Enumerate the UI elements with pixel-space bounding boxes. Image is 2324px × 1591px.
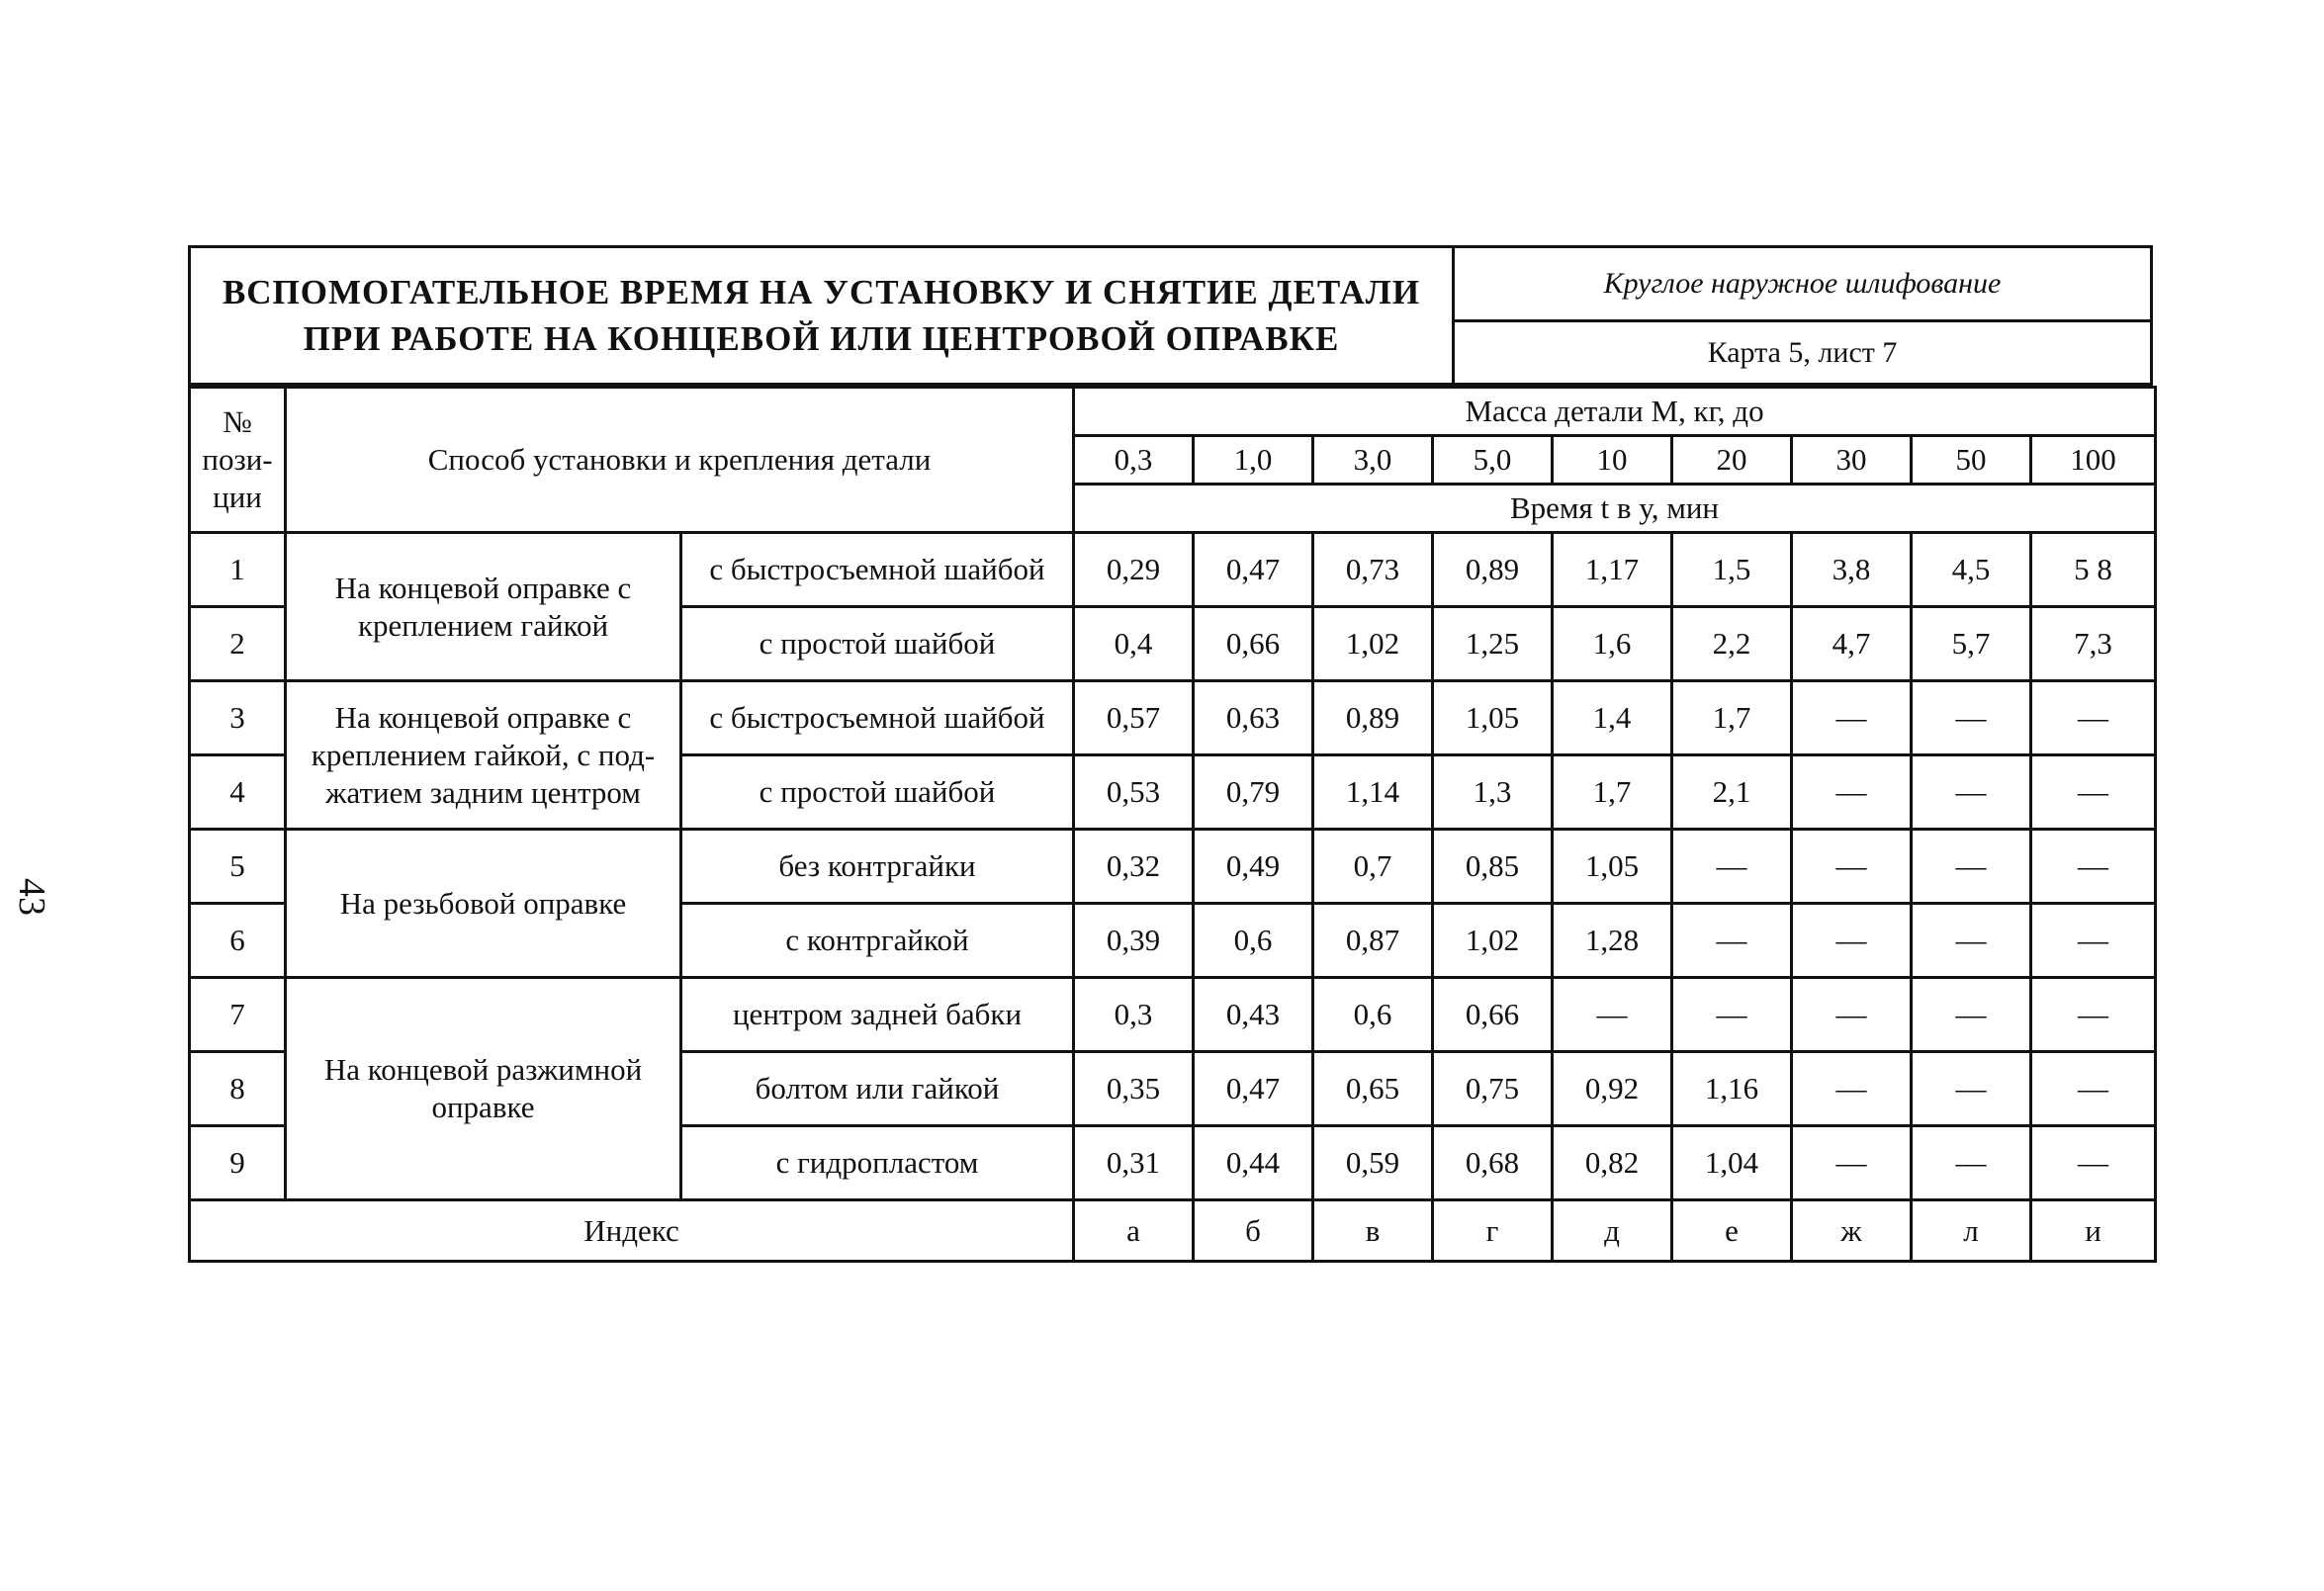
- time-cell: —: [1792, 681, 1912, 755]
- method-variant: центром задней бабки: [681, 978, 1074, 1052]
- method-variant: с быстросъемной шайбой: [681, 533, 1074, 607]
- time-cell: 0,85: [1433, 830, 1553, 904]
- time-cell: 5,7: [1912, 607, 2031, 681]
- time-cell: 0,4: [1074, 607, 1194, 681]
- index-cell: б: [1194, 1200, 1313, 1262]
- time-cell: 0,63: [1194, 681, 1313, 755]
- method-group: На концевой оправке с креплением гайкой: [286, 533, 681, 681]
- time-cell: 0,3: [1074, 978, 1194, 1052]
- method-variant: с быстросъемной шайбой: [681, 681, 1074, 755]
- title-line-1: ВСПОМОГАТЕЛЬНОЕ ВРЕМЯ НА УСТАНОВКУ И СНЯТИЕ ДЕТАЛИ: [222, 273, 1421, 311]
- time-cell: —: [1553, 978, 1672, 1052]
- time-cell: —: [1912, 904, 2031, 978]
- time-cell: 1,25: [1433, 607, 1553, 681]
- row-number: 8: [190, 1052, 286, 1126]
- time-cell: —: [1912, 830, 2031, 904]
- index-cell: а: [1074, 1200, 1194, 1262]
- index-cell: е: [1672, 1200, 1792, 1262]
- time-cell: 4,5: [1912, 533, 2031, 607]
- page-number: 43: [11, 878, 52, 916]
- time-cell: —: [2031, 904, 2156, 978]
- time-cell: 0,68: [1433, 1126, 1553, 1200]
- row-number: 2: [190, 607, 286, 681]
- time-cell: 0,31: [1074, 1126, 1194, 1200]
- table-row: [190, 830, 2156, 904]
- time-cell: 2,1: [1672, 755, 1792, 830]
- time-cell: 0,89: [1313, 681, 1433, 755]
- method-variant: с гидропластом: [681, 1126, 1074, 1200]
- col-position-header: № пози-ции: [190, 388, 286, 533]
- time-cell: 0,6: [1194, 904, 1313, 978]
- time-cell: —: [1912, 681, 2031, 755]
- time-cell: —: [1912, 1052, 2031, 1126]
- time-cell: —: [1792, 978, 1912, 1052]
- time-cell: 0,7: [1313, 830, 1433, 904]
- mass-value: 100: [2031, 436, 2156, 485]
- time-cell: 0,66: [1433, 978, 1553, 1052]
- row-number: 6: [190, 904, 286, 978]
- mass-value: 5,0: [1433, 436, 1553, 485]
- time-cell: 0,35: [1074, 1052, 1194, 1126]
- time-cell: 0,65: [1313, 1052, 1433, 1126]
- time-cell: —: [2031, 1052, 2156, 1126]
- mass-value: 10: [1553, 436, 1672, 485]
- time-cell: —: [2031, 681, 2156, 755]
- time-cell: —: [1792, 830, 1912, 904]
- time-cell: 0,39: [1074, 904, 1194, 978]
- time-cell: 1,02: [1433, 904, 1553, 978]
- time-cell: 0,59: [1313, 1126, 1433, 1200]
- time-cell: —: [1672, 978, 1792, 1052]
- mass-value: 3,0: [1313, 436, 1433, 485]
- time-cell: 1,28: [1553, 904, 1672, 978]
- time-cell: 1,5: [1672, 533, 1792, 607]
- index-cell: г: [1433, 1200, 1553, 1262]
- time-cell: 0,43: [1194, 978, 1313, 1052]
- row-number: 4: [190, 755, 286, 830]
- time-cell: 1,04: [1672, 1126, 1792, 1200]
- time-cell: 2,2: [1672, 607, 1792, 681]
- mass-header: Масса детали М, кг, до: [1074, 388, 2156, 436]
- table-row: [190, 681, 2156, 755]
- time-cell: 0,47: [1194, 533, 1313, 607]
- time-cell: 7,3: [2031, 607, 2156, 681]
- mass-value: 1,0: [1194, 436, 1313, 485]
- subject-label: Круглое наружное шлифование: [1455, 248, 2150, 322]
- row-number: 3: [190, 681, 286, 755]
- time-cell: 0,47: [1194, 1052, 1313, 1126]
- time-cell: 0,73: [1313, 533, 1433, 607]
- time-cell: 0,44: [1194, 1126, 1313, 1200]
- time-table: [188, 386, 2157, 1263]
- time-cell: 0,89: [1433, 533, 1553, 607]
- document-title: [191, 248, 1455, 383]
- index-cell: л: [1912, 1200, 2031, 1262]
- time-cell: 0,66: [1194, 607, 1313, 681]
- time-cell: —: [2031, 830, 2156, 904]
- method-variant: с простой шайбой: [681, 755, 1074, 830]
- time-cell: —: [1792, 1126, 1912, 1200]
- row-number: 5: [190, 830, 286, 904]
- time-cell: 0,49: [1194, 830, 1313, 904]
- method-variant: с контргайкой: [681, 904, 1074, 978]
- row-number: 1: [190, 533, 286, 607]
- method-group: На концевой оправке с креплением гайкой, с под-жатием задним центром: [286, 681, 681, 830]
- table-row: [190, 978, 2156, 1052]
- time-cell: 0,92: [1553, 1052, 1672, 1126]
- index-cell: и: [2031, 1200, 2156, 1262]
- index-cell: в: [1313, 1200, 1433, 1262]
- time-cell: 1,16: [1672, 1052, 1792, 1126]
- card-sheet-label: Карта 5, лист 7: [1707, 335, 1898, 369]
- title-line-2: ПРИ РАБОТЕ НА КОНЦЕВОЙ ИЛИ ЦЕНТРОВОЙ ОПРАВКЕ: [303, 319, 1340, 358]
- time-cell: —: [1912, 1126, 2031, 1200]
- time-cell: —: [1912, 755, 2031, 830]
- time-cell: 1,14: [1313, 755, 1433, 830]
- time-cell: 0,29: [1074, 533, 1194, 607]
- row-number: 9: [190, 1126, 286, 1200]
- document-header: [188, 245, 2153, 386]
- time-cell: 0,6: [1313, 978, 1433, 1052]
- index-label: Индекс: [190, 1200, 1074, 1262]
- method-group: На резьбовой оправке: [286, 830, 681, 978]
- row-number: 7: [190, 978, 286, 1052]
- index-cell: ж: [1792, 1200, 1912, 1262]
- time-cell: 0,87: [1313, 904, 1433, 978]
- mass-value: 50: [1912, 436, 2031, 485]
- time-cell: —: [1792, 904, 1912, 978]
- index-row: [190, 1200, 2156, 1262]
- method-variant: с простой шайбой: [681, 607, 1074, 681]
- time-cell: 0,57: [1074, 681, 1194, 755]
- time-cell: 1,6: [1553, 607, 1672, 681]
- mass-value: 20: [1672, 436, 1792, 485]
- mass-value: 0,3: [1074, 436, 1194, 485]
- time-cell: 0,75: [1433, 1052, 1553, 1126]
- time-cell: —: [1792, 755, 1912, 830]
- time-cell: —: [1792, 1052, 1912, 1126]
- time-cell: 0,53: [1074, 755, 1194, 830]
- time-cell: 1,7: [1672, 681, 1792, 755]
- time-header: Время t в у, мин: [1074, 485, 2156, 533]
- time-cell: —: [2031, 978, 2156, 1052]
- time-cell: 5 8: [2031, 533, 2156, 607]
- time-cell: 1,4: [1553, 681, 1672, 755]
- header-right-block: [1455, 248, 2150, 383]
- time-cell: 0,79: [1194, 755, 1313, 830]
- time-cell: —: [1672, 904, 1792, 978]
- time-cell: 0,32: [1074, 830, 1194, 904]
- time-cell: —: [2031, 755, 2156, 830]
- time-cell: 1,05: [1433, 681, 1553, 755]
- col-method-header: Способ установки и крепления детали: [286, 388, 1074, 533]
- time-cell: 0,82: [1553, 1126, 1672, 1200]
- time-cell: —: [1672, 830, 1792, 904]
- method-variant: без контргайки: [681, 830, 1074, 904]
- time-cell: 3,8: [1792, 533, 1912, 607]
- method-group: На концевой разжимной оправке: [286, 978, 681, 1200]
- time-cell: 1,05: [1553, 830, 1672, 904]
- method-variant: болтом или гайкой: [681, 1052, 1074, 1126]
- time-cell: 1,7: [1553, 755, 1672, 830]
- mass-value: 30: [1792, 436, 1912, 485]
- time-cell: 1,17: [1553, 533, 1672, 607]
- index-cell: д: [1553, 1200, 1672, 1262]
- time-cell: 1,3: [1433, 755, 1553, 830]
- table-row: [190, 533, 2156, 607]
- time-cell: —: [1912, 978, 2031, 1052]
- time-cell: 4,7: [1792, 607, 1912, 681]
- time-cell: 1,02: [1313, 607, 1433, 681]
- time-cell: —: [2031, 1126, 2156, 1200]
